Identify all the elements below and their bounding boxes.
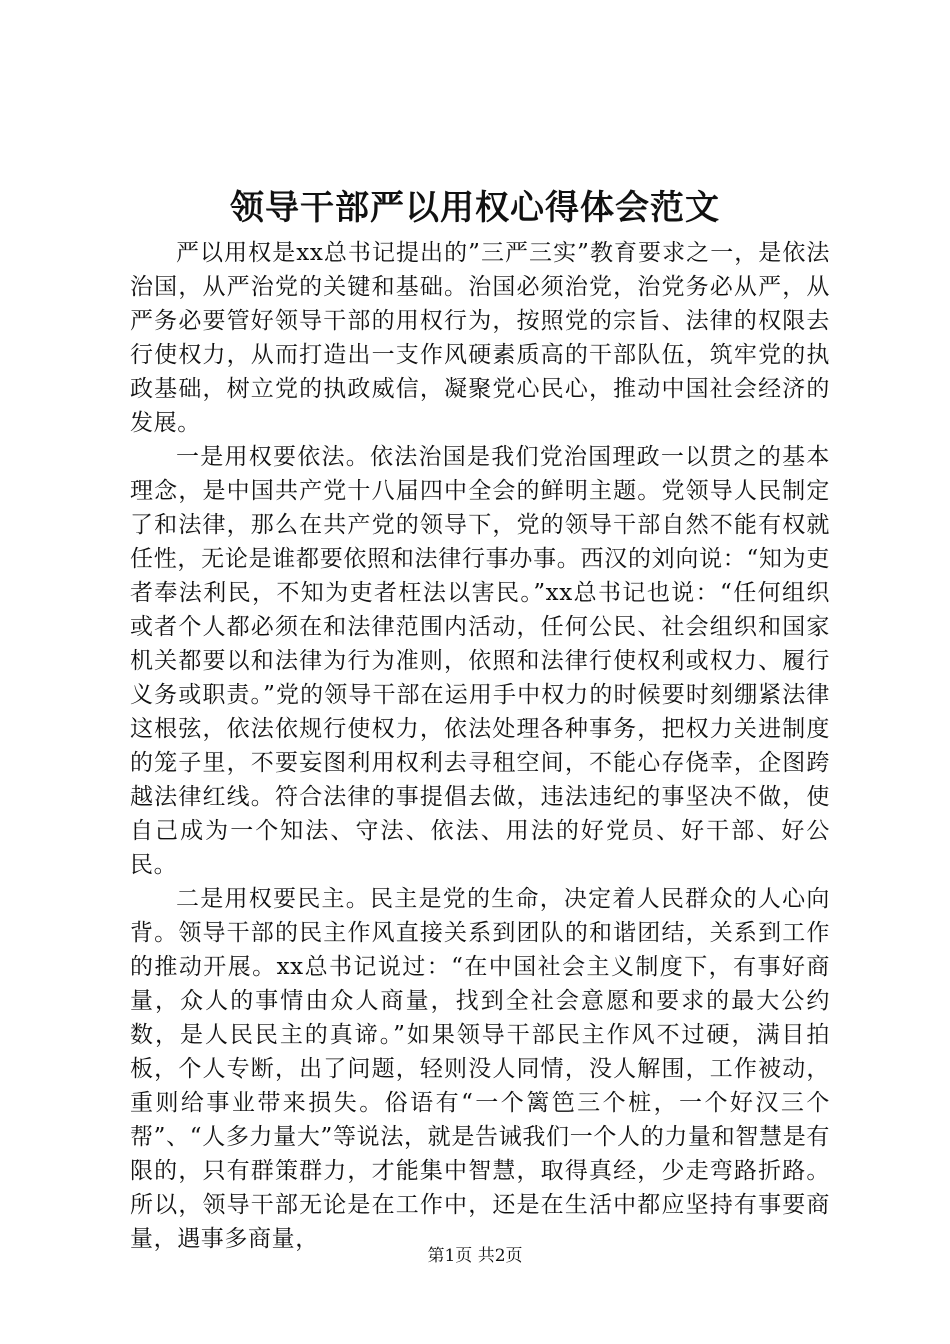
paragraph-intro: 严以用权是xx总书记提出的”三严三实”教育要求之一，是依法治国，从严治党的关键和基础。治国必须治党，治党务必从严，从严务必要管好领导干部的用权行为，按照党的宗旨、法律的权限去行使权力，从而打造出一支作风硬素质高的干部队伍，筑牢党的执政基础，树立党的执政威信，凝聚党心民心，推动中国社会经济的发展。 bbox=[130, 240, 830, 436]
document-body bbox=[130, 236, 830, 1256]
paragraph-democracy: 二是用权要民主。民主是党的生命，决定着人民群众的人心向背。领导干部的民主作风直接关系到团队的和谐团结，关系到工作的推动开展。xx总书记说过：“在中国社会主义制度下，有事好商量，众人的事情由众人商量，找到全社会意愿和要求的最大公约数，是人民民主的真谛。”如果领导干部民主作风不过硬，满目拍板，个人专断，出了问题，轻则没人同情，没人解围，工作被动，重则给事业带来损失。俗语有“一个篱笆三个桩，一个好汉三个帮”、“人多力量大”等说法，就是告诫我们一个人的力量和智慧是有限的，只有群策群力，才能集中智慧，取得真经，少走弯路折路。所以，领导干部无论是在工作中，还是在生活中都应坚持有事要商量，遇事多商量， bbox=[130, 886, 830, 1252]
page-footer: 第1页 共2页 bbox=[427, 1246, 523, 1266]
document-title: 领导干部严以用权心得体会范文 bbox=[230, 188, 720, 228]
paragraph-rule-of-law: 一是用权要依法。依法治国是我们党治国理政一以贯之的基本理念，是中国共产党十八届四中全会的鲜明主题。党领导人民制定了和法律，那么在共产党的领导下，党的领导干部自然不能有权就任性，无论是谁都要依照和法律行事办事。西汉的刘向说：“知为吏者奉法利民，不知为吏者枉法以害民。”xx总书记也说：“任何组织或者个人都必须在和法律范围内活动，任何公民、社会组织和国家机关都要以和法律为行为准则，依照和法律行使权利或权力、履行义务或职责。”党的领导干部在运用手中权力的时候要时刻绷紧法律这根弦，依法依规行使权力，依法处理各种事务，把权力关进制度的笼子里，不要妄图利用权利去寻租空间，不能心存侥幸，企图跨越法律红线。符合法律的事提倡去做，违法违纪的事坚决不做，使自己成为一个知法、守法、依法、用法的好党员、好干部、好公民。 bbox=[130, 444, 830, 878]
